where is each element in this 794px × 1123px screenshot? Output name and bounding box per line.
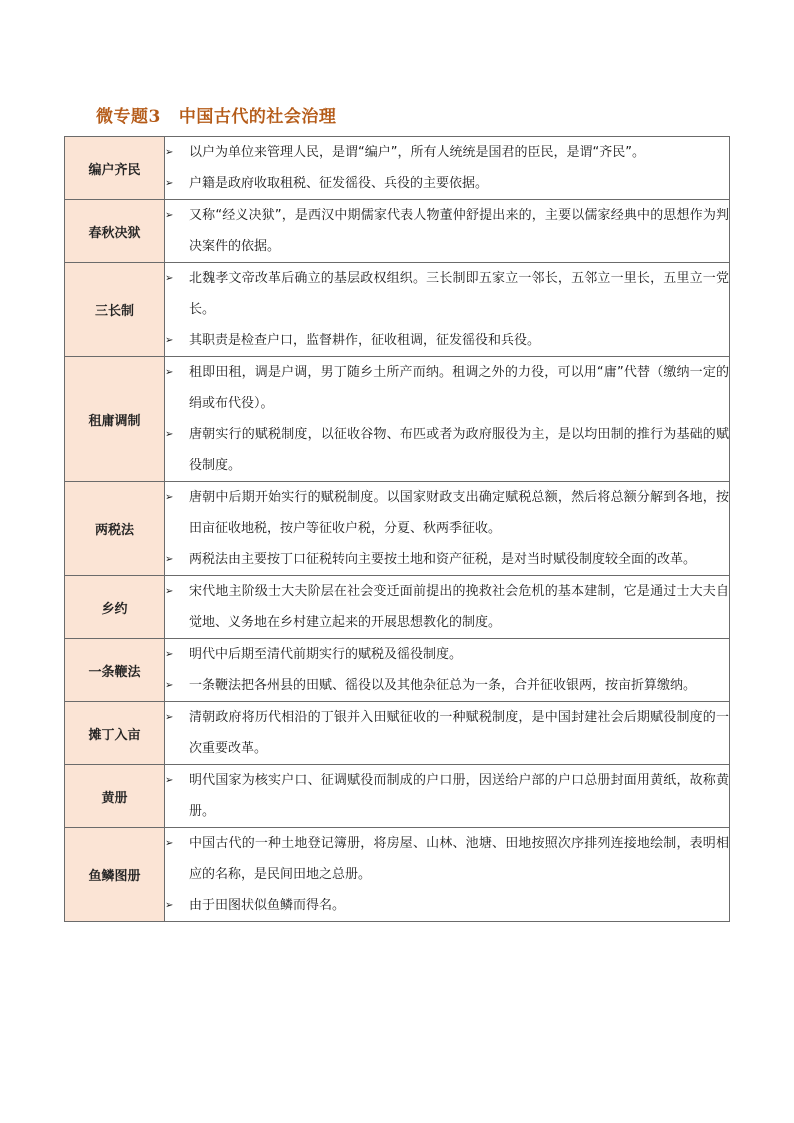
term-cell: 摊丁入亩 bbox=[65, 702, 165, 765]
bullet-item bbox=[165, 702, 729, 764]
arrow-bullet-icon: ➢ bbox=[165, 900, 174, 911]
term-cell: 三长制 bbox=[65, 263, 165, 357]
bullet-text: 又称“经义决狱”，是西汉中期儒家代表人物董仲舒提出来的，主要以儒家经典中的思想作为判决案件的依据。 bbox=[189, 208, 729, 254]
bullet-item bbox=[165, 828, 729, 890]
table-row bbox=[65, 200, 730, 263]
bullet-item bbox=[165, 639, 729, 670]
table-row bbox=[65, 482, 730, 576]
term-cell: 乡约 bbox=[65, 576, 165, 639]
terms-table-body bbox=[65, 137, 730, 922]
table-row bbox=[65, 263, 730, 357]
description-cell bbox=[165, 576, 730, 639]
table-row bbox=[65, 137, 730, 200]
bullet-item bbox=[165, 357, 729, 419]
bullet-text: 户籍是政府收取租税、征发徭役、兵役的主要依据。 bbox=[189, 176, 489, 191]
bullet-text: 中国古代的一种土地登记簿册，将房屋、山林、池塘、田地按照次序排列连接地绘制，表明相应的名称，是民间田地之总册。 bbox=[189, 836, 729, 882]
bullet-item bbox=[165, 670, 729, 701]
table-row bbox=[65, 639, 730, 702]
bullet-item bbox=[165, 168, 729, 199]
page-title bbox=[96, 102, 336, 127]
bullet-text: 清朝政府将历代相沿的丁银并入田赋征收的一种赋税制度，是中国封建社会后期赋役制度的一次重要改革。 bbox=[189, 710, 729, 756]
bullet-text: 唐朝中后期开始实行的赋税制度。以国家财政支出确定赋税总额，然后将总额分解到各地，按田亩征收地税，按户等征收户税，分夏、秋两季征收。 bbox=[189, 490, 729, 536]
bullet-item bbox=[165, 325, 729, 356]
bullet-item bbox=[165, 544, 729, 575]
description-cell bbox=[165, 200, 730, 263]
bullet-item bbox=[165, 419, 729, 481]
description-cell bbox=[165, 137, 730, 200]
description-cell bbox=[165, 765, 730, 828]
arrow-bullet-icon: ➢ bbox=[165, 492, 174, 503]
bullet-text: 由于田图状似鱼鳞而得名。 bbox=[189, 898, 346, 913]
bullet-text: 明代中后期至清代前期实行的赋税及徭役制度。 bbox=[189, 647, 463, 662]
bullet-item bbox=[165, 263, 729, 325]
arrow-bullet-icon: ➢ bbox=[165, 649, 174, 660]
topic-title-text: 中国古代的社会治理 bbox=[178, 107, 337, 127]
bullet-item bbox=[165, 137, 729, 168]
term-cell: 春秋决狱 bbox=[65, 200, 165, 263]
term-cell: 两税法 bbox=[65, 482, 165, 576]
bullet-text: 其职责是检查户口，监督耕作，征收租调，征发徭役和兵役。 bbox=[189, 333, 541, 348]
table-row bbox=[65, 765, 730, 828]
table-row bbox=[65, 702, 730, 765]
bullet-text: 租即田租，调是户调，男丁随乡土所产而纳。租调之外的力役，可以用“庸”代替（缴纳一定的绢或布代役）。 bbox=[189, 365, 729, 411]
arrow-bullet-icon: ➢ bbox=[165, 586, 174, 597]
topic-number-label: 微专题3 bbox=[96, 107, 161, 127]
arrow-bullet-icon: ➢ bbox=[165, 210, 174, 221]
arrow-bullet-icon: ➢ bbox=[165, 680, 174, 691]
bullet-text: 宋代地主阶级士大夫阶层在社会变迁面前提出的挽救社会危机的基本建制，它是通过士大夫自觉地、义务地在乡村建立起来的开展思想教化的制度。 bbox=[189, 584, 729, 630]
description-cell bbox=[165, 828, 730, 922]
term-cell: 一条鞭法 bbox=[65, 639, 165, 702]
bullet-item bbox=[165, 890, 729, 921]
bullet-text: 两税法由主要按丁口征税转向主要按土地和资产征税，是对当时赋役制度较全面的改革。 bbox=[189, 552, 697, 567]
term-cell: 租庸调制 bbox=[65, 357, 165, 482]
terms-table bbox=[64, 136, 730, 922]
arrow-bullet-icon: ➢ bbox=[165, 147, 174, 158]
bullet-item bbox=[165, 765, 729, 827]
bullet-item bbox=[165, 482, 729, 544]
table-row bbox=[65, 357, 730, 482]
term-cell: 黄册 bbox=[65, 765, 165, 828]
bullet-text: 以户为单位来管理人民，是谓“编户”，所有人统统是国君的臣民，是谓“齐民”。 bbox=[189, 145, 645, 160]
bullet-text: 北魏孝文帝改革后确立的基层政权组织。三长制即五家立一邻长，五邻立一里长，五里立一党长。 bbox=[189, 271, 729, 317]
description-cell bbox=[165, 482, 730, 576]
arrow-bullet-icon: ➢ bbox=[165, 429, 174, 440]
table-row bbox=[65, 576, 730, 639]
description-cell bbox=[165, 639, 730, 702]
arrow-bullet-icon: ➢ bbox=[165, 178, 174, 189]
arrow-bullet-icon: ➢ bbox=[165, 554, 174, 565]
arrow-bullet-icon: ➢ bbox=[165, 775, 174, 786]
bullet-item bbox=[165, 576, 729, 638]
description-cell bbox=[165, 357, 730, 482]
arrow-bullet-icon: ➢ bbox=[165, 273, 174, 284]
arrow-bullet-icon: ➢ bbox=[165, 838, 174, 849]
term-cell: 编户齐民 bbox=[65, 137, 165, 200]
arrow-bullet-icon: ➢ bbox=[165, 367, 174, 378]
description-cell bbox=[165, 702, 730, 765]
arrow-bullet-icon: ➢ bbox=[165, 712, 174, 723]
bullet-text: 唐朝实行的赋税制度，以征收谷物、布匹或者为政府服役为主，是以均田制的推行为基础的赋役制度。 bbox=[189, 427, 729, 473]
arrow-bullet-icon: ➢ bbox=[165, 335, 174, 346]
term-cell: 鱼鳞图册 bbox=[65, 828, 165, 922]
bullet-item bbox=[165, 200, 729, 262]
table-row bbox=[65, 828, 730, 922]
bullet-text: 一条鞭法把各州县的田赋、徭役以及其他杂征总为一条，合并征收银两，按亩折算缴纳。 bbox=[189, 678, 697, 693]
bullet-text: 明代国家为核实户口、征调赋役而制成的户口册，因送给户部的户口总册封面用黄纸，故称黄册。 bbox=[189, 773, 729, 819]
description-cell bbox=[165, 263, 730, 357]
